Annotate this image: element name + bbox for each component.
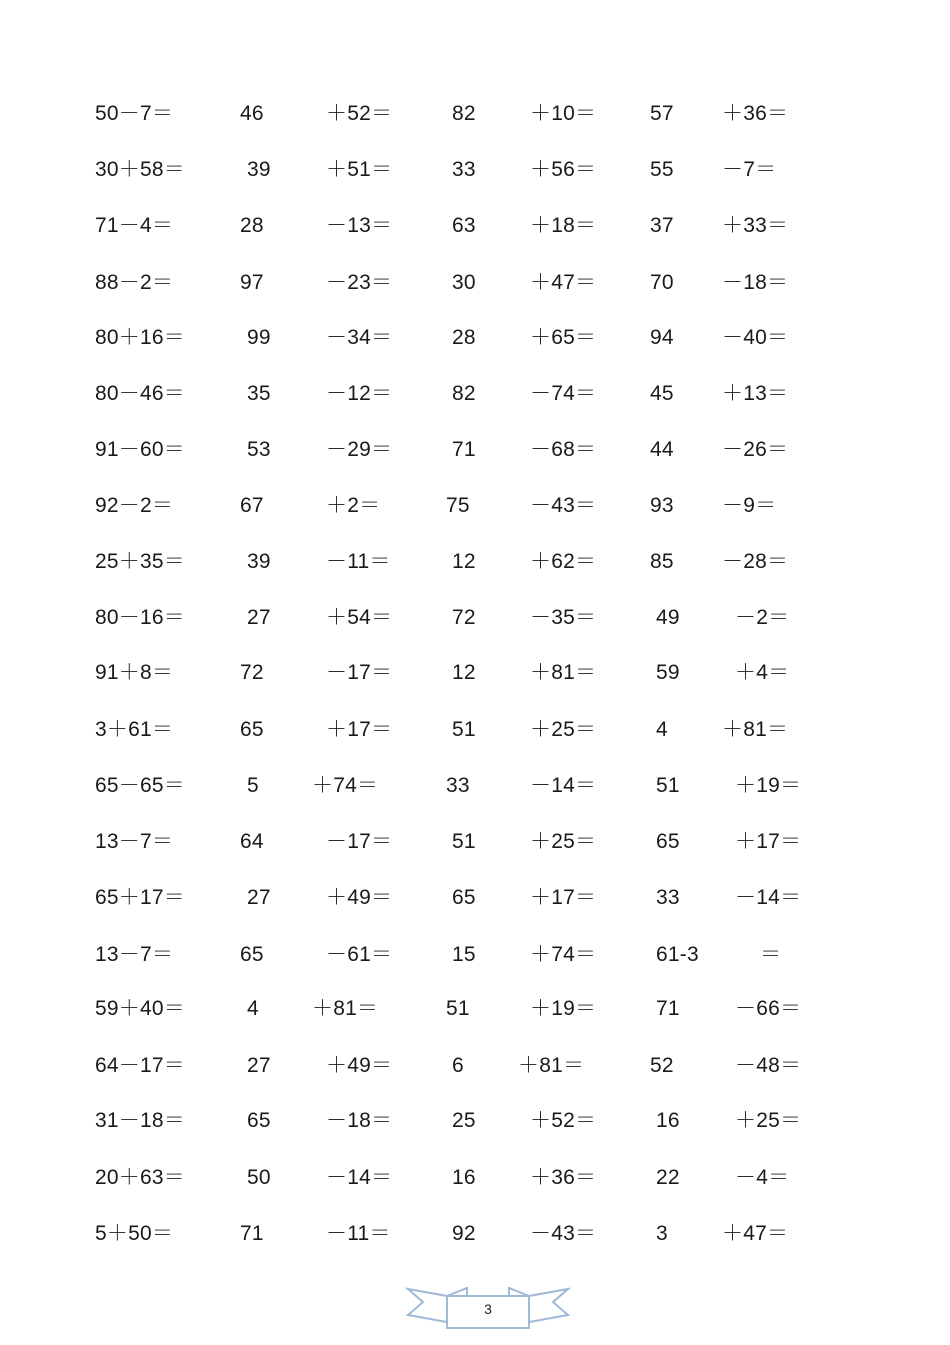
answer-a: 27 (247, 1054, 271, 1077)
answer-c: 59 (656, 661, 680, 684)
expression-a: 80＋16＝ (95, 326, 185, 349)
expression-b: ＋51＝ (326, 158, 393, 181)
answer-c: 49 (656, 606, 680, 629)
problem-row (0, 491, 950, 521)
problem-row (0, 268, 950, 298)
expression-b: －11＝ (326, 1222, 391, 1245)
answer-b: 72 (452, 606, 476, 629)
expression-a: 64－17＝ (95, 1054, 185, 1077)
answer-b: 82 (452, 102, 476, 125)
expression-b: －29＝ (326, 438, 393, 461)
expression-d: ＝ (760, 943, 782, 966)
expression-a: 59＋40＝ (95, 997, 185, 1020)
expression-d: ＋33＝ (722, 214, 789, 237)
expression-d: －66＝ (735, 997, 802, 1020)
expression-b: ＋2＝ (326, 494, 381, 517)
answer-b: 12 (452, 661, 476, 684)
expression-a: 25＋35＝ (95, 550, 185, 573)
expression-a: 65＋17＝ (95, 886, 185, 909)
answer-a: 27 (247, 886, 271, 909)
answer-c: 61-3 (656, 943, 699, 966)
answer-c: 16 (656, 1109, 680, 1132)
expression-a: 80－46＝ (95, 382, 185, 405)
problem-row (0, 658, 950, 688)
expression-b: －23＝ (326, 271, 393, 294)
answer-a: 53 (247, 438, 271, 461)
expression-c: －43＝ (530, 494, 597, 517)
answer-b: 92 (452, 1222, 476, 1245)
answer-b: 6 (452, 1054, 464, 1077)
answer-a: 5 (247, 774, 259, 797)
expression-a: 5＋50＝ (95, 1222, 174, 1245)
page-number: 3 (484, 1301, 492, 1317)
expression-a: 50－7＝ (95, 102, 174, 125)
answer-b: 63 (452, 214, 476, 237)
expression-d: ＋17＝ (735, 830, 802, 853)
answer-a: 46 (240, 102, 264, 125)
expression-b: －11＝ (326, 550, 391, 573)
answer-a: 4 (247, 997, 259, 1020)
answer-c: 52 (650, 1054, 674, 1077)
expression-b: ＋49＝ (326, 886, 393, 909)
problem-row (0, 715, 950, 745)
expression-a: 13－7＝ (95, 943, 174, 966)
answer-b: 51 (452, 830, 476, 853)
expression-c: ＋19＝ (530, 997, 597, 1020)
expression-d: ＋36＝ (722, 102, 789, 125)
expression-b: －61＝ (326, 943, 393, 966)
answer-a: 39 (247, 550, 271, 573)
answer-b: 75 (446, 494, 470, 517)
expression-d: ＋81＝ (722, 718, 789, 741)
expression-a: 91－60＝ (95, 438, 185, 461)
answer-c: 37 (650, 214, 674, 237)
expression-c: ＋81＝ (530, 661, 597, 684)
expression-c: ＋56＝ (530, 158, 597, 181)
expression-a: 20＋63＝ (95, 1166, 185, 1189)
answer-a: 97 (240, 271, 264, 294)
problem-row (0, 883, 950, 913)
answer-c: 22 (656, 1166, 680, 1189)
answer-a: 67 (240, 494, 264, 517)
problem-row (0, 994, 950, 1024)
expression-c: ＋62＝ (530, 550, 597, 573)
problem-row (0, 211, 950, 241)
problem-row (0, 99, 950, 129)
expression-a: 88－2＝ (95, 271, 174, 294)
answer-c: 70 (650, 271, 674, 294)
answer-a: 39 (247, 158, 271, 181)
expression-c: ＋52＝ (530, 1109, 597, 1132)
expression-b: －17＝ (326, 830, 393, 853)
answer-a: 65 (240, 943, 264, 966)
expression-c: ＋25＝ (530, 718, 597, 741)
expression-d: －48＝ (735, 1054, 802, 1077)
problem-row (0, 1051, 950, 1081)
answer-a: 99 (247, 326, 271, 349)
expression-b: ＋74＝ (312, 774, 379, 797)
expression-a: 65－65＝ (95, 774, 185, 797)
expression-c: －14＝ (530, 774, 597, 797)
expression-b: －18＝ (326, 1109, 393, 1132)
problem-row (0, 155, 950, 185)
expression-c: ＋74＝ (530, 943, 597, 966)
answer-a: 71 (240, 1222, 264, 1245)
problem-row (0, 603, 950, 633)
page-footer (405, 1284, 571, 1332)
expression-c: －68＝ (530, 438, 597, 461)
expression-d: －7＝ (722, 158, 777, 181)
answer-c: 4 (656, 718, 668, 741)
expression-d: －4＝ (735, 1166, 790, 1189)
answer-c: 71 (656, 997, 680, 1020)
expression-c: －43＝ (530, 1222, 597, 1245)
problem-row (0, 771, 950, 801)
expression-d: －26＝ (722, 438, 789, 461)
expression-c: ＋36＝ (530, 1166, 597, 1189)
expression-c: ＋17＝ (530, 886, 597, 909)
expression-a: 71－4＝ (95, 214, 174, 237)
problem-row (0, 1163, 950, 1193)
answer-b: 30 (452, 271, 476, 294)
problem-row (0, 1219, 950, 1249)
expression-a: 3＋61＝ (95, 718, 174, 741)
expression-c: －74＝ (530, 382, 597, 405)
answer-b: 16 (452, 1166, 476, 1189)
answer-b: 65 (452, 886, 476, 909)
expression-a: 80－16＝ (95, 606, 185, 629)
problem-row (0, 435, 950, 465)
answer-c: 93 (650, 494, 674, 517)
expression-c: ＋47＝ (530, 271, 597, 294)
answer-b: 33 (446, 774, 470, 797)
answer-b: 28 (452, 326, 476, 349)
answer-a: 65 (247, 1109, 271, 1132)
answer-c: 55 (650, 158, 674, 181)
expression-d: ＋13＝ (722, 382, 789, 405)
expression-d: ＋4＝ (735, 661, 790, 684)
expression-b: ＋54＝ (326, 606, 393, 629)
expression-b: －13＝ (326, 214, 393, 237)
expression-c: ＋18＝ (530, 214, 597, 237)
answer-c: 33 (656, 886, 680, 909)
expression-b: －34＝ (326, 326, 393, 349)
answer-b: 71 (452, 438, 476, 461)
answer-a: 28 (240, 214, 264, 237)
answer-c: 44 (650, 438, 674, 461)
expression-b: ＋17＝ (326, 718, 393, 741)
expression-d: ＋25＝ (735, 1109, 802, 1132)
answer-b: 12 (452, 550, 476, 573)
expression-d: －2＝ (735, 606, 790, 629)
expression-a: 92－2＝ (95, 494, 174, 517)
answer-c: 3 (656, 1222, 668, 1245)
answer-b: 82 (452, 382, 476, 405)
answer-a: 64 (240, 830, 264, 853)
answer-a: 27 (247, 606, 271, 629)
answer-b: 25 (452, 1109, 476, 1132)
problem-row (0, 1106, 950, 1136)
expression-b: －14＝ (326, 1166, 393, 1189)
problem-row (0, 323, 950, 353)
expression-b: －12＝ (326, 382, 393, 405)
problem-row (0, 827, 950, 857)
problem-row (0, 379, 950, 409)
answer-a: 50 (247, 1166, 271, 1189)
answer-c: 51 (656, 774, 680, 797)
answer-a: 35 (247, 382, 271, 405)
answer-c: 94 (650, 326, 674, 349)
expression-a: 13－7＝ (95, 830, 174, 853)
expression-d: －9＝ (722, 494, 777, 517)
answer-c: 65 (656, 830, 680, 853)
answer-b: 51 (446, 997, 470, 1020)
expression-d: －40＝ (722, 326, 789, 349)
expression-b: ＋49＝ (326, 1054, 393, 1077)
expression-c: ＋10＝ (530, 102, 597, 125)
expression-d: ＋47＝ (722, 1222, 789, 1245)
expression-c: ＋25＝ (530, 830, 597, 853)
expression-b: ＋81＝ (312, 997, 379, 1020)
answer-a: 72 (240, 661, 264, 684)
expression-d: ＋19＝ (735, 774, 802, 797)
answer-b: 51 (452, 718, 476, 741)
expression-c: ＋65＝ (530, 326, 597, 349)
answer-b: 33 (452, 158, 476, 181)
expression-c: ＋81＝ (518, 1054, 585, 1077)
expression-a: 91＋8＝ (95, 661, 174, 684)
answer-c: 45 (650, 382, 674, 405)
expression-b: －17＝ (326, 661, 393, 684)
expression-d: －28＝ (722, 550, 789, 573)
expression-d: －14＝ (735, 886, 802, 909)
expression-d: －18＝ (722, 271, 789, 294)
expression-a: 30＋58＝ (95, 158, 185, 181)
expression-b: ＋52＝ (326, 102, 393, 125)
expression-c: －35＝ (530, 606, 597, 629)
answer-c: 57 (650, 102, 674, 125)
problem-row (0, 940, 950, 970)
answer-b: 15 (452, 943, 476, 966)
answer-a: 65 (240, 718, 264, 741)
answer-c: 85 (650, 550, 674, 573)
problem-row (0, 547, 950, 577)
expression-a: 31－18＝ (95, 1109, 185, 1132)
